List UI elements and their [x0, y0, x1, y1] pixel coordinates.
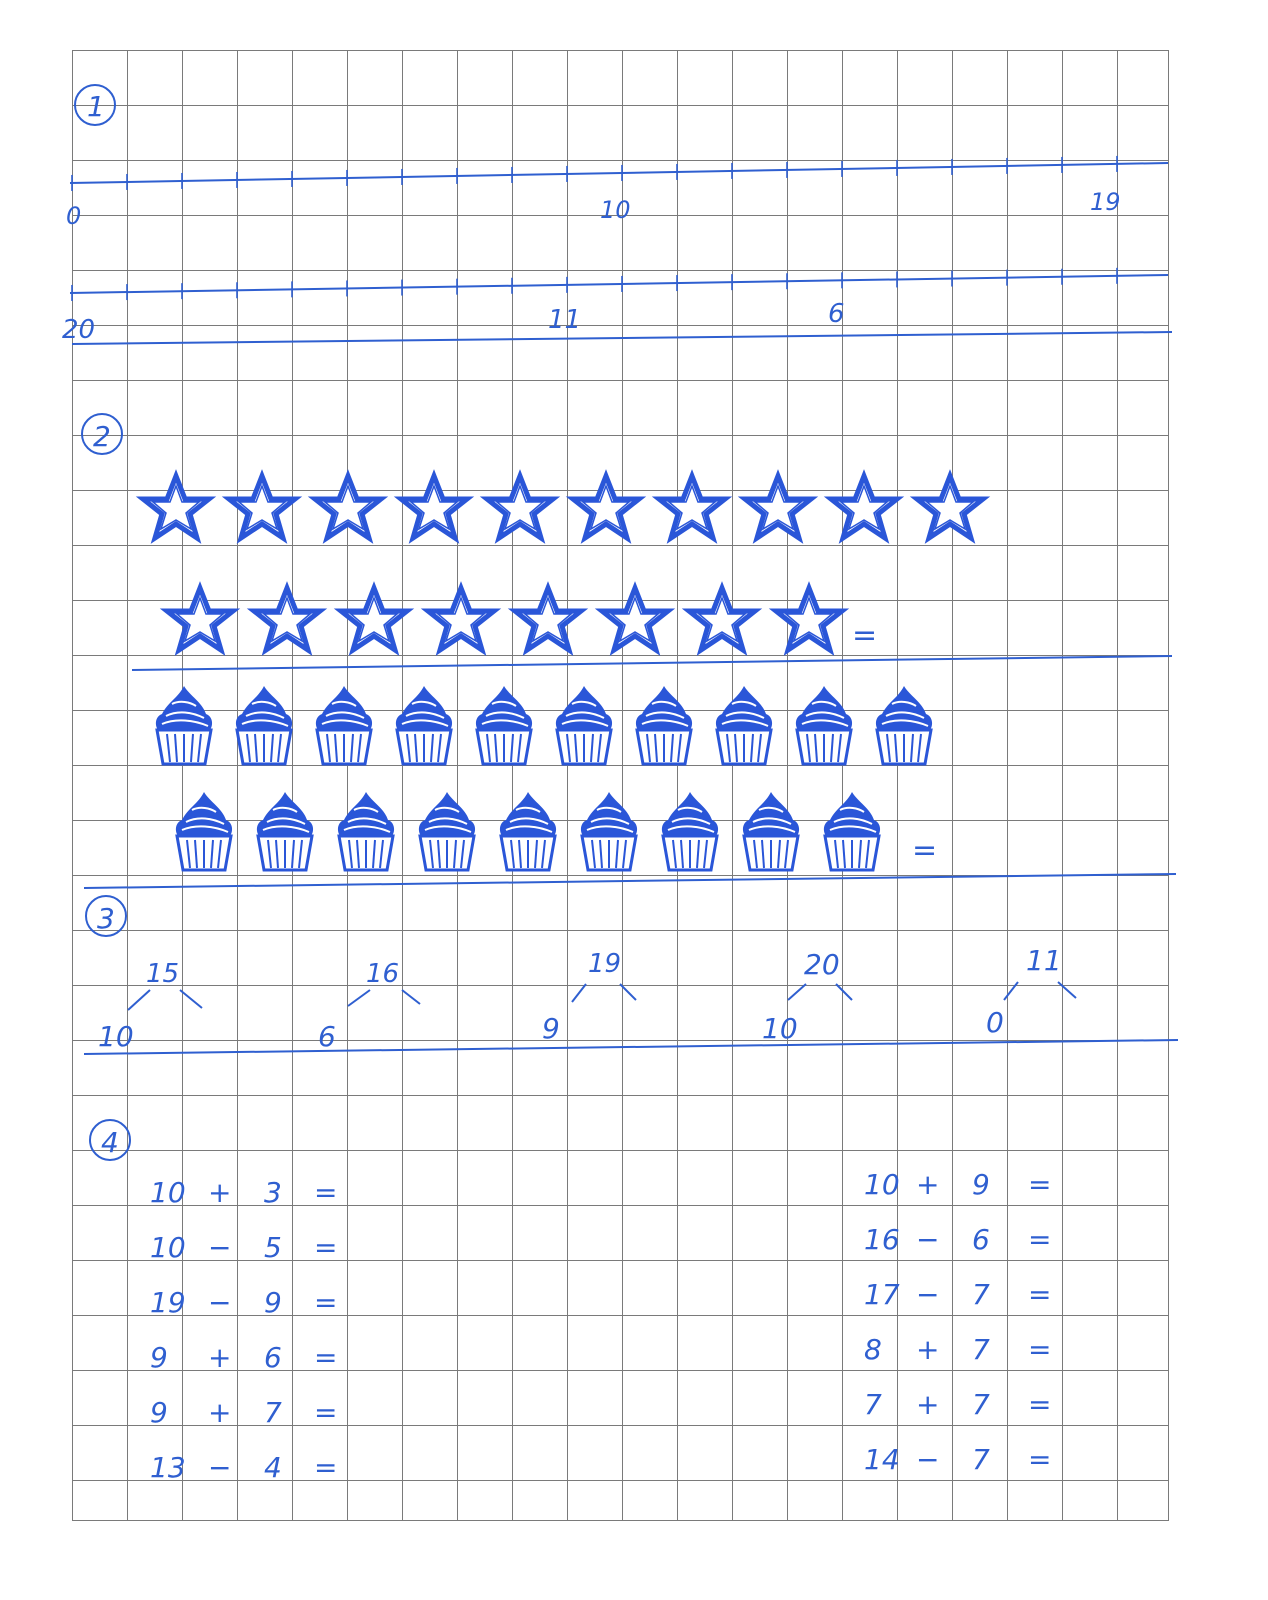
- number-line-2: [70, 275, 1168, 293]
- right-equation-5: [864, 1388, 1051, 1421]
- number-tree-2-left: 6: [318, 1020, 336, 1053]
- left-equation-2-operand-b: 5: [264, 1231, 282, 1264]
- left-equation-4: [150, 1341, 337, 1374]
- number-line-1: [70, 163, 1168, 183]
- star-icon-1: [143, 476, 209, 538]
- left-equation-3-operand-b: 9: [264, 1286, 282, 1319]
- cupcake-icon-1: [156, 686, 212, 764]
- right-equation-5-operator: +: [916, 1388, 940, 1421]
- number-tree-2-left-branch: [348, 990, 370, 1006]
- right-equation-3-operand-b: 7: [972, 1278, 990, 1311]
- star-icon-2: [229, 476, 295, 538]
- star-icon-5: [515, 588, 581, 650]
- left-equation-6-equals: =: [314, 1451, 338, 1484]
- right-equation-3: [864, 1278, 1051, 1311]
- number-tree-5-left-branch: [1004, 982, 1018, 1000]
- number-line-2-start: 20: [62, 315, 96, 345]
- section-3: [84, 896, 1178, 1054]
- left-equation-1-operand-b: 3: [264, 1176, 282, 1209]
- stars-row-1: [143, 476, 983, 538]
- number-tree-3: [542, 949, 636, 1045]
- number-tree-2-right-branch: [402, 990, 420, 1004]
- number-tree-4-left: 10: [762, 1012, 798, 1045]
- number-line-2-label-6: 6: [828, 299, 845, 329]
- right-equation-6-operand-b: 7: [972, 1443, 990, 1476]
- star-icon-1: [167, 588, 233, 650]
- left-equation-3: [150, 1286, 337, 1319]
- left-equation-1: [150, 1176, 337, 1209]
- left-equation-4-operator: +: [208, 1341, 232, 1374]
- star-icon-8: [776, 588, 842, 650]
- left-equation-4-equals: =: [314, 1341, 338, 1374]
- star-icon-3: [315, 476, 381, 538]
- divider-1: [72, 332, 1172, 344]
- star-icon-10: [917, 476, 983, 538]
- number-tree-1-top: 15: [146, 959, 180, 989]
- star-icon-6: [602, 588, 668, 650]
- star-icon-5: [487, 476, 553, 538]
- cupcakes-row-1: [156, 686, 932, 764]
- stars-equals: =: [852, 618, 878, 653]
- right-equation-1-operand-a: 10: [864, 1168, 900, 1201]
- number-tree-5-right-branch: [1058, 982, 1076, 998]
- right-equation-2-operand-b: 6: [972, 1223, 990, 1256]
- right-equation-4: [864, 1333, 1051, 1366]
- left-equation-3-operator: −: [208, 1286, 232, 1319]
- right-equation-6-operator: −: [916, 1443, 940, 1476]
- cupcake-icon-5: [476, 686, 532, 764]
- right-equation-2-operator: −: [916, 1223, 940, 1256]
- cupcake-icon-1: [176, 792, 232, 870]
- left-equation-6-operand-a: 13: [150, 1451, 186, 1484]
- divider-3: [84, 874, 1176, 888]
- number-tree-1: [98, 959, 202, 1053]
- right-equation-5-equals: =: [1028, 1388, 1052, 1421]
- section-4: [90, 1120, 1051, 1484]
- star-icon-4: [428, 588, 494, 650]
- cupcakes-equals: =: [912, 833, 938, 868]
- left-equation-2: [150, 1231, 337, 1264]
- right-equation-2: [864, 1223, 1051, 1256]
- left-equation-5-operator: +: [208, 1396, 232, 1429]
- cupcake-icon-3: [338, 792, 394, 870]
- right-equation-6: [864, 1443, 1051, 1476]
- cupcake-icon-9: [796, 686, 852, 764]
- left-equation-5-operand-b: 7: [264, 1396, 282, 1429]
- number-tree-4: [762, 948, 852, 1045]
- right-equation-5-operand-a: 7: [864, 1388, 882, 1421]
- number-tree-1-left: 10: [98, 1020, 134, 1053]
- cupcake-icon-2: [236, 686, 292, 764]
- right-equation-4-equals: =: [1028, 1333, 1052, 1366]
- cupcake-icon-4: [419, 792, 475, 870]
- star-icon-6: [573, 476, 639, 538]
- left-equation-5-operand-a: 9: [150, 1396, 168, 1429]
- left-equation-2-operand-a: 10: [150, 1231, 186, 1264]
- section-4-marker: 4: [101, 1126, 119, 1159]
- star-icon-7: [659, 476, 725, 538]
- left-equation-1-operator: +: [208, 1176, 232, 1209]
- number-line-1-start: 0: [66, 202, 82, 230]
- right-equation-3-equals: =: [1028, 1278, 1052, 1311]
- left-equation-3-equals: =: [314, 1286, 338, 1319]
- number-tree-4-top: 20: [804, 948, 840, 981]
- right-equation-2-operand-a: 16: [864, 1223, 900, 1256]
- left-equation-5: [150, 1396, 337, 1429]
- left-equation-5-equals: =: [314, 1396, 338, 1429]
- number-tree-3-right-branch: [620, 984, 636, 1000]
- left-equation-1-operand-a: 10: [150, 1176, 186, 1209]
- right-equation-4-operand-b: 7: [972, 1333, 990, 1366]
- cupcake-icon-6: [556, 686, 612, 764]
- stars-row-2: [167, 588, 842, 650]
- left-equation-2-operator: −: [208, 1231, 232, 1264]
- number-line-1-middle: 10: [600, 196, 631, 224]
- number-tree-5-left: 0: [986, 1006, 1004, 1039]
- right-equation-4-operand-a: 8: [864, 1333, 882, 1366]
- section-1-marker: 1: [87, 90, 105, 123]
- cupcake-icon-10: [876, 686, 932, 764]
- right-equation-5-operand-b: 7: [972, 1388, 990, 1421]
- number-tree-1-right-branch: [180, 990, 202, 1008]
- star-icon-3: [341, 588, 407, 650]
- left-equation-6-operand-b: 4: [264, 1451, 282, 1484]
- left-equation-6-operator: −: [208, 1451, 232, 1484]
- left-equation-1-equals: =: [314, 1176, 338, 1209]
- right-equation-1-operand-b: 9: [972, 1168, 990, 1201]
- number-line-2-label-11: 11: [548, 305, 582, 335]
- divider-4: [84, 1040, 1178, 1054]
- right-equation-2-equals: =: [1028, 1223, 1052, 1256]
- number-tree-3-left: 9: [542, 1012, 560, 1045]
- cupcakes-row-2: [176, 792, 880, 870]
- cupcake-icon-7: [636, 686, 692, 764]
- cupcake-icon-5: [500, 792, 556, 870]
- number-tree-4-left-branch: [788, 984, 806, 1000]
- right-equation-4-operator: +: [916, 1333, 940, 1366]
- section-2: [82, 414, 1176, 888]
- section-3-marker: 3: [97, 902, 115, 935]
- right-equation-1: [864, 1168, 1051, 1201]
- right-equation-3-operand-a: 17: [864, 1278, 900, 1311]
- number-tree-2-top: 16: [366, 959, 400, 989]
- left-equation-6: [150, 1451, 337, 1484]
- cupcake-icon-2: [257, 792, 313, 870]
- number-tree-5-top: 11: [1026, 944, 1062, 977]
- number-tree-2: [318, 959, 420, 1053]
- star-icon-8: [745, 476, 811, 538]
- section-2-marker: 2: [93, 420, 111, 453]
- cupcake-icon-9: [824, 792, 880, 870]
- number-tree-5: [986, 944, 1076, 1039]
- right-equation-1-operator: +: [916, 1168, 940, 1201]
- star-icon-2: [254, 588, 320, 650]
- cupcake-icon-4: [396, 686, 452, 764]
- star-icon-4: [401, 476, 467, 538]
- right-equation-3-operator: −: [916, 1278, 940, 1311]
- right-equation-6-equals: =: [1028, 1443, 1052, 1476]
- left-equation-4-operand-b: 6: [264, 1341, 282, 1374]
- cupcake-icon-8: [716, 686, 772, 764]
- divider-2: [132, 656, 1172, 670]
- number-tree-3-left-branch: [572, 984, 586, 1002]
- number-line-1-end: 19: [1090, 188, 1121, 216]
- cupcake-icon-6: [581, 792, 637, 870]
- number-tree-4-right-branch: [836, 984, 852, 1000]
- left-equation-4-operand-a: 9: [150, 1341, 168, 1374]
- star-icon-9: [831, 476, 897, 538]
- number-tree-1-left-branch: [128, 990, 150, 1010]
- star-icon-7: [689, 588, 755, 650]
- equations-left-column: [150, 1176, 337, 1484]
- cupcake-icon-7: [662, 792, 718, 870]
- left-equation-2-equals: =: [314, 1231, 338, 1264]
- section-1: [62, 85, 1172, 345]
- equations-right-column: [864, 1168, 1051, 1476]
- number-tree-3-top: 19: [588, 949, 622, 979]
- right-equation-6-operand-a: 14: [864, 1443, 900, 1476]
- cupcake-icon-3: [316, 686, 372, 764]
- cupcake-icon-8: [743, 792, 799, 870]
- left-equation-3-operand-a: 19: [150, 1286, 186, 1319]
- right-equation-1-equals: =: [1028, 1168, 1052, 1201]
